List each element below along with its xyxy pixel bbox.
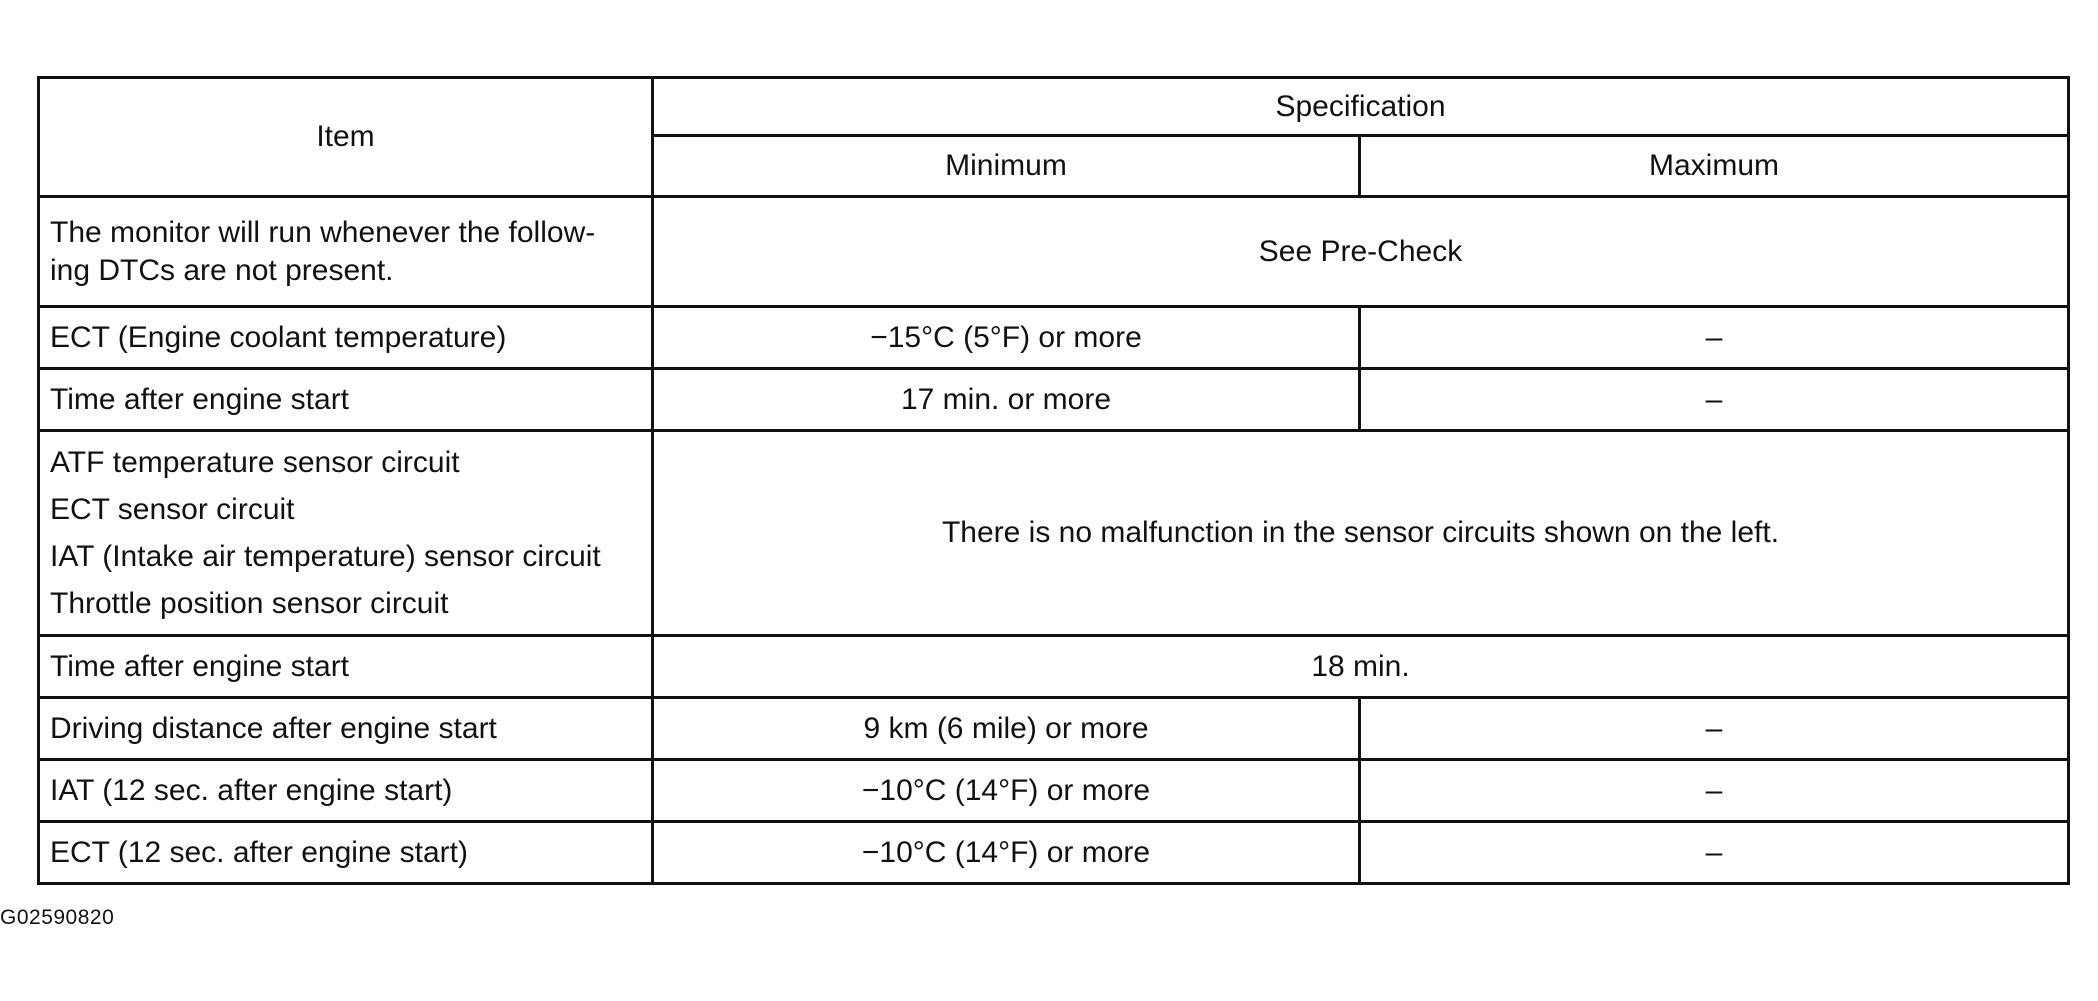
figure-code: G02590820: [0, 906, 115, 929]
row-minimum: −10°C (14°F) or more: [653, 822, 1360, 884]
row-item: Time after engine start: [39, 636, 653, 698]
row-item-line: ATF temperature sensor circuit: [50, 446, 460, 479]
row-item: [39, 431, 653, 636]
row-item: ECT (Engine coolant temperature): [39, 307, 653, 369]
row-item: Time after engine start: [39, 369, 653, 431]
header-maximum: Maximum: [1360, 136, 2069, 197]
row-maximum: –: [1360, 307, 2069, 369]
table-row: [39, 636, 2069, 698]
row-item-line: ECT sensor circuit: [50, 493, 295, 526]
row-item-line: Throttle position sensor circuit: [50, 587, 449, 620]
row-item: Driving distance after engine start: [39, 698, 653, 760]
row-minimum: −15°C (5°F) or more: [653, 307, 1360, 369]
table-row: [39, 822, 2069, 884]
table-row: [39, 431, 2069, 636]
row-minimum: 17 min. or more: [653, 369, 1360, 431]
table-row: [39, 369, 2069, 431]
header-specification: Specification: [653, 78, 2069, 136]
table-row: [39, 197, 2069, 307]
row-item-line: ing DTCs are not present.: [50, 253, 394, 287]
row-minimum: 9 km (6 mile) or more: [653, 698, 1360, 760]
row-merged-spec: See Pre-Check: [653, 197, 2069, 307]
row-item: [39, 197, 653, 307]
row-item-line: IAT (Intake air temperature) sensor circuit: [50, 540, 601, 573]
table-row: [39, 760, 2069, 822]
header-item: Item: [39, 78, 653, 197]
row-item: ECT (12 sec. after engine start): [39, 822, 653, 884]
row-maximum: –: [1360, 760, 2069, 822]
header-minimum: Minimum: [653, 136, 1360, 197]
table-row: [39, 698, 2069, 760]
row-maximum: –: [1360, 698, 2069, 760]
table-row: [39, 307, 2069, 369]
specification-table: [37, 76, 2070, 885]
row-maximum: –: [1360, 822, 2069, 884]
row-item-line: The monitor will run whenever the follow-: [50, 216, 596, 249]
row-item: IAT (12 sec. after engine start): [39, 760, 653, 822]
row-merged-spec: 18 min.: [653, 636, 2069, 698]
row-merged-spec: There is no malfunction in the sensor circuits shown on the left.: [653, 431, 2069, 636]
row-minimum: −10°C (14°F) or more: [653, 760, 1360, 822]
row-maximum: –: [1360, 369, 2069, 431]
